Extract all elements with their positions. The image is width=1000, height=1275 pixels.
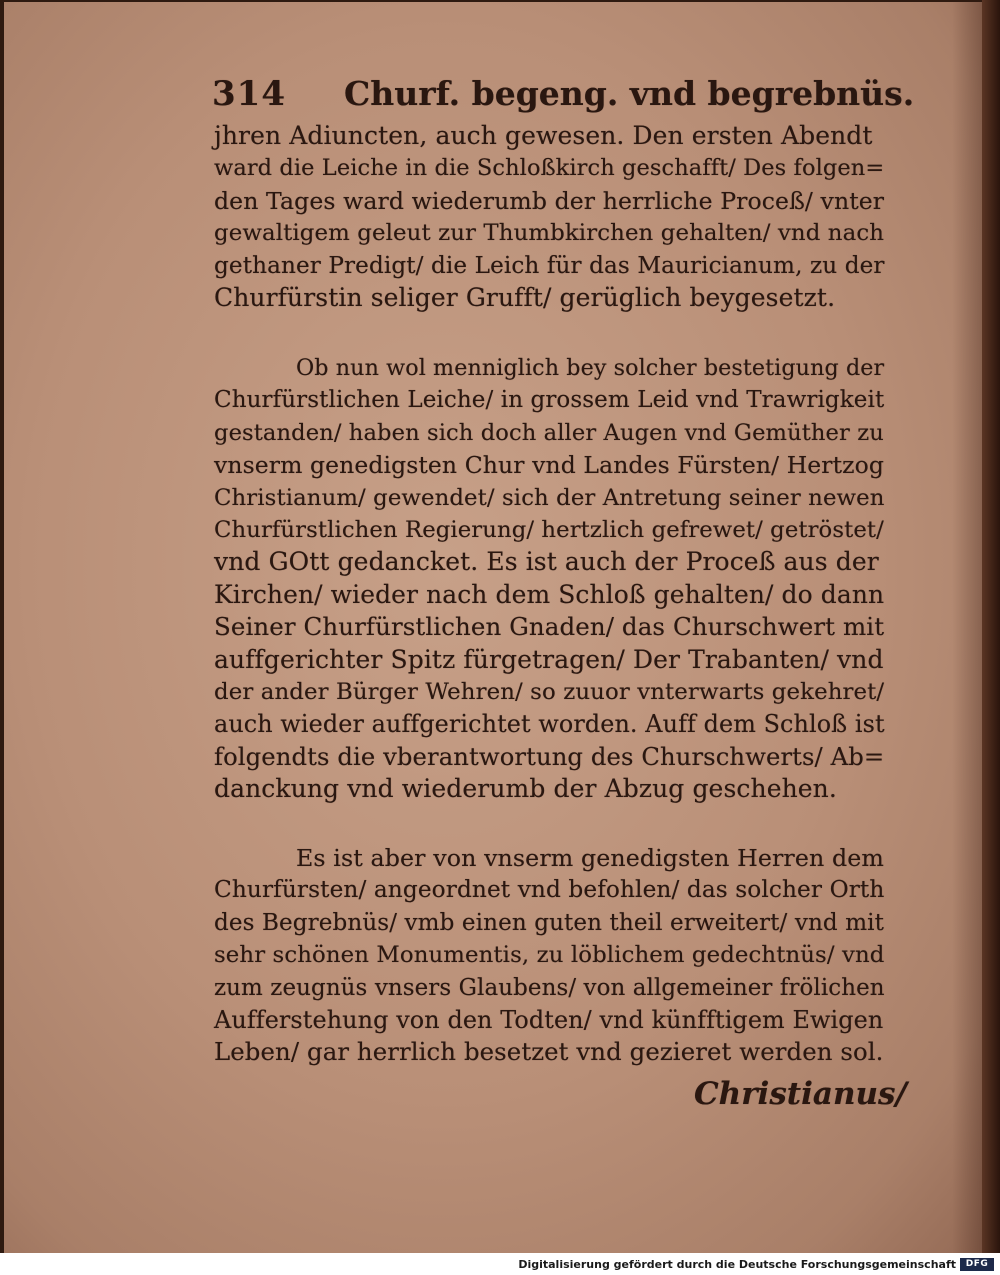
catchword: Christianus/ (694, 1076, 907, 1112)
text-line: auffgerichter Spitz fürgetragen/ Der Trabanten/ vnd (214, 644, 884, 674)
dfg-logo-icon: DFG (960, 1258, 994, 1271)
text-line: gewaltigem geleut zur Thumbkirchen gehalten/ vnd nach (214, 220, 885, 247)
text-line: der ander Bürger Wehren/ so zuuor vnterwarts gekehret/ (214, 679, 885, 706)
page-edge-shadow (952, 2, 982, 1253)
paragraph-1 (214, 120, 884, 314)
text-line: Christianum/ gewendet/ sich der Antretung seiner newen (214, 484, 885, 511)
text-line: zum zeugnüs vnsers Glaubens/ von allgemeiner frölichen (214, 974, 885, 1001)
text-line: Es ist aber von vnserm genedigsten Herren dem (296, 844, 884, 872)
text-line: danckung vnd wiederumb der Abzug geschehen. (214, 774, 837, 804)
text-line: ward die Leiche in die Schloßkirch geschafft/ Des folgen= (214, 155, 885, 182)
text-line: vnd GOtt gedancket. Es ist auch der Proceß aus der (214, 547, 879, 577)
text-line: Churfürstin seliger Grufft/ gerüglich beygesetzt. (214, 283, 836, 313)
paper-page (4, 2, 982, 1253)
text-line: Ob nun wol menniglich bey solcher bestetigung der (296, 355, 885, 381)
funding-credit: Digitalisierung gefördert durch die Deutsche Forschungsgemeinschaft (518, 1258, 956, 1271)
running-title: Churf. begeng. vnd begrebnüs. (344, 74, 915, 113)
text-line: Aufferstehung von den Todten/ vnd künfftigem Ewigen (214, 1006, 884, 1035)
book-binding-edge (982, 0, 1000, 1253)
text-line: gestanden/ haben sich doch aller Augen vnd Gemüther zu (214, 419, 884, 446)
digitization-footer (0, 1253, 1000, 1275)
text-line: Leben/ gar herrlich besetzet vnd gezieret werden sol. (214, 1037, 884, 1067)
page-number: 314 (212, 74, 286, 114)
text-line: Churfürsten/ angeordnet vnd befohlen/ das solcher Orth (214, 876, 885, 904)
text-line: auch wieder auffgerichtet worden. Auff dem Schloß ist (214, 710, 885, 739)
paragraph-3 (214, 842, 884, 1069)
text-line: folgendts die vberantwortung des Churschwerts/ Ab= (214, 741, 885, 771)
text-line: des Begrebnüs/ vmb einen guten theil erweitert/ vnd mit (214, 909, 885, 936)
text-line: sehr schönen Monumentis, zu löblichem gedechtnüs/ vnd (214, 942, 885, 969)
text-line: Churfürstlichen Leiche/ in grossem Leid vnd Trawrigkeit (214, 387, 885, 414)
text-line: Seiner Churfürstlichen Gnaden/ das Churschwert mit (214, 612, 885, 642)
paragraph-2 (214, 352, 884, 806)
text-line: jhren Adiuncten, auch gewesen. Den ersten Abendt (214, 121, 873, 150)
text-line: gethaner Predigt/ die Leich für das Mauricianum, zu der (214, 252, 885, 279)
text-line: Kirchen/ wieder nach dem Schloß gehalten/ do dann (214, 579, 885, 609)
text-line: Churfürstlichen Regierung/ hertzlich gefrewet/ getröstet/ (214, 517, 884, 544)
text-line: vnserm genedigsten Chur vnd Landes Fürsten/ Hertzog (214, 451, 885, 480)
page-header (212, 74, 915, 118)
text-line: den Tages ward wiederumb der herrliche Proceß/ vnter (214, 186, 885, 215)
